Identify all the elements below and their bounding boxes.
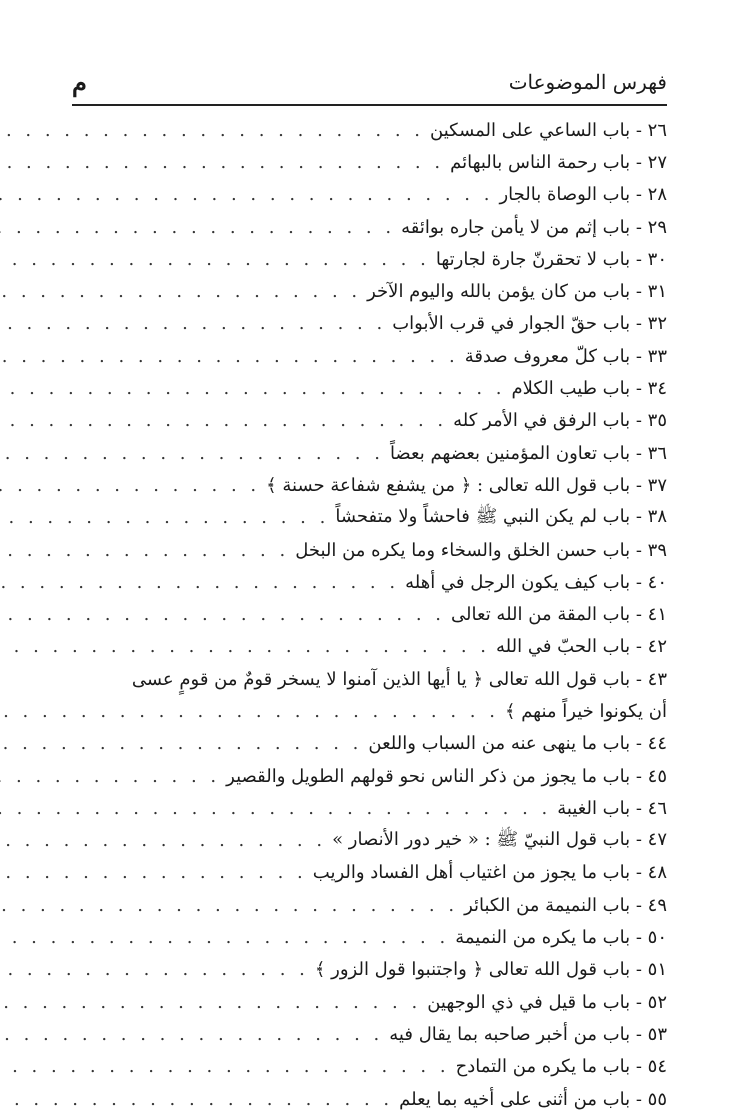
- toc-entry: [72, 502, 667, 534]
- dot-leader: [0, 604, 451, 625]
- toc-entry: [72, 1051, 667, 1083]
- toc-entry-title: ٤٠ - باب كيف يكون الرجل في أهله: [405, 571, 667, 593]
- dot-leader: [0, 862, 313, 883]
- toc-entry-title: ٣٣ - باب كلّ معروف صدقة: [464, 345, 667, 367]
- toc-entry: [72, 1018, 667, 1050]
- toc-entry: [72, 921, 667, 953]
- toc-entry: [72, 663, 667, 695]
- toc-entry: [72, 114, 667, 146]
- toc-entry: [72, 534, 667, 566]
- toc-entry-title: ٣٢ - باب حقّ الجوار في قرب الأبواب: [392, 313, 667, 335]
- toc-entry: [72, 179, 667, 211]
- dot-leader: [0, 410, 453, 431]
- toc-entry: [72, 372, 667, 404]
- dot-leader: [0, 1024, 389, 1045]
- toc-entry-title: ٤١ - باب المقة من الله تعالى: [451, 604, 667, 626]
- toc-entry-title: ٥٠ - باب ما يكره من النميمة: [455, 927, 667, 949]
- dot-leader: [0, 895, 464, 916]
- dot-leader: [0, 798, 557, 819]
- toc-entry-title: ٤٨ - باب ما يجوز من اغتياب أهل الفساد والريب: [312, 862, 667, 884]
- toc-entry-title: ٤٢ - باب الحبّ في الله: [496, 636, 667, 658]
- dot-leader: [0, 766, 226, 787]
- running-title: فهرس الموضوعات: [508, 70, 667, 94]
- toc-entry: [72, 405, 667, 437]
- toc-entry: [72, 792, 667, 824]
- toc-entry: [72, 146, 667, 178]
- toc-entry: [72, 340, 667, 372]
- toc-entry-title: ٥٥ - باب من أثنى على أخيه بما يعلم: [399, 1088, 667, 1110]
- dot-leader: [0, 378, 512, 399]
- toc-entry-title: أن يكونوا خيراً منهم ﴾: [504, 700, 667, 722]
- toc-entry-title: ٢٦ - باب الساعي على المسكين: [430, 119, 667, 141]
- toc-entry-title: ٣٤ - باب طيب الكلام: [511, 378, 667, 400]
- toc-entry-title: ٤٤ - باب ما ينهى عنه من السباب واللعن: [368, 733, 667, 755]
- toc-entry: [72, 825, 667, 857]
- toc-entry: [72, 308, 667, 340]
- dot-leader: [0, 475, 266, 496]
- toc-entry-title: ٣١ - باب من كان يؤمن بالله واليوم الآخر: [367, 281, 667, 303]
- dot-leader: [0, 830, 332, 851]
- toc-entry-title: ٣٩ - باب حسن الخلق والسخاء وما يكره من البخل: [295, 539, 667, 561]
- page-letter: م: [72, 68, 87, 97]
- toc-entry: [72, 889, 667, 921]
- toc-entry: [72, 243, 667, 275]
- toc-entry-title: ٥٣ - باب من أخبر صاحبه بما يقال فيه: [389, 1023, 667, 1045]
- toc-entry: [72, 954, 667, 986]
- toc-entry: [72, 857, 667, 889]
- toc-entry: [72, 631, 667, 663]
- dot-leader: [0, 507, 335, 528]
- toc-entry-title: ٤٣ - باب قول الله تعالى ﴿ يا أيها الذين آمنوا لا يسخر قومٌ من قومٍ عسى: [131, 668, 667, 690]
- toc-entry: [72, 598, 667, 630]
- toc-entry-title: ٥٢ - باب ما قيل في ذي الوجهين: [427, 991, 667, 1013]
- toc-entry-title: ٢٨ - باب الوصاة بالجار: [499, 184, 667, 206]
- dot-leader: [0, 249, 436, 270]
- toc-entry: [72, 566, 667, 598]
- toc-entry-title: ٥٤ - باب ما يكره من التمادح: [455, 1056, 667, 1078]
- dot-leader: [0, 733, 368, 754]
- toc-entry-title: ٤٦ - باب الغيبة: [557, 797, 667, 819]
- toc-entry-title: ٣٥ - باب الرفق في الأمر كله: [453, 410, 667, 432]
- dot-leader: [0, 313, 392, 334]
- toc-entry-title: ٣٧ - باب قول الله تعالى : ﴿ من يشفع شفاعة حسنة ﴾: [266, 474, 667, 496]
- page-header: [72, 68, 667, 106]
- dot-leader: [0, 184, 499, 205]
- toc-entry: [72, 760, 667, 792]
- toc-entry: [72, 275, 667, 307]
- dot-leader: [0, 540, 295, 561]
- toc-entry-title: ٤٩ - باب النميمة من الكبائر: [464, 894, 667, 916]
- dot-leader: [0, 120, 430, 141]
- toc-entry: [72, 728, 667, 760]
- toc-entry: [72, 695, 667, 727]
- table-of-contents: [72, 114, 667, 1115]
- toc-entry: [72, 211, 667, 243]
- toc-entry-title: ٢٩ - باب إثم من لا يأمن جاره بوائقه: [401, 216, 667, 238]
- toc-entry: [72, 986, 667, 1018]
- toc-entry-title: ٢٧ - باب رحمة الناس بالبهائم: [450, 151, 667, 173]
- dot-leader: [0, 992, 427, 1013]
- dot-leader: [0, 959, 315, 980]
- toc-entry: [72, 469, 667, 501]
- toc-entry-title: ٤٥ - باب ما يجوز من ذكر الناس نحو قولهم الطويل والقصير: [226, 765, 667, 787]
- toc-entry: [72, 437, 667, 469]
- toc-entry: [72, 1083, 667, 1115]
- dot-leader: [0, 152, 450, 173]
- dot-leader: [0, 443, 390, 464]
- dot-leader: [0, 346, 465, 367]
- dot-leader: [0, 572, 405, 593]
- toc-entry-title: ٤٧ - باب قول النبيّ ﷺ : « خير دور الأنصار »: [332, 828, 667, 850]
- dot-leader: [0, 927, 455, 948]
- dot-leader: [0, 701, 505, 722]
- dot-leader: [0, 281, 367, 302]
- toc-entry-title: ٥١ - باب قول الله تعالى ﴿ واجتنبوا قول الزور ﴾: [314, 959, 667, 981]
- toc-entry-title: ٣٠ - باب لا تحقرنّ جارة لجارتها: [435, 248, 667, 270]
- dot-leader: [0, 217, 401, 238]
- dot-leader: [0, 1089, 399, 1110]
- dot-leader: [0, 636, 496, 657]
- toc-entry-title: ٣٨ - باب لم يكن النبي ﷺ فاحشاً ولا متفحشاً: [335, 505, 667, 527]
- dot-leader: [0, 1056, 456, 1077]
- toc-entry-title: ٣٦ - باب تعاون المؤمنين بعضهم بعضاً: [389, 442, 667, 464]
